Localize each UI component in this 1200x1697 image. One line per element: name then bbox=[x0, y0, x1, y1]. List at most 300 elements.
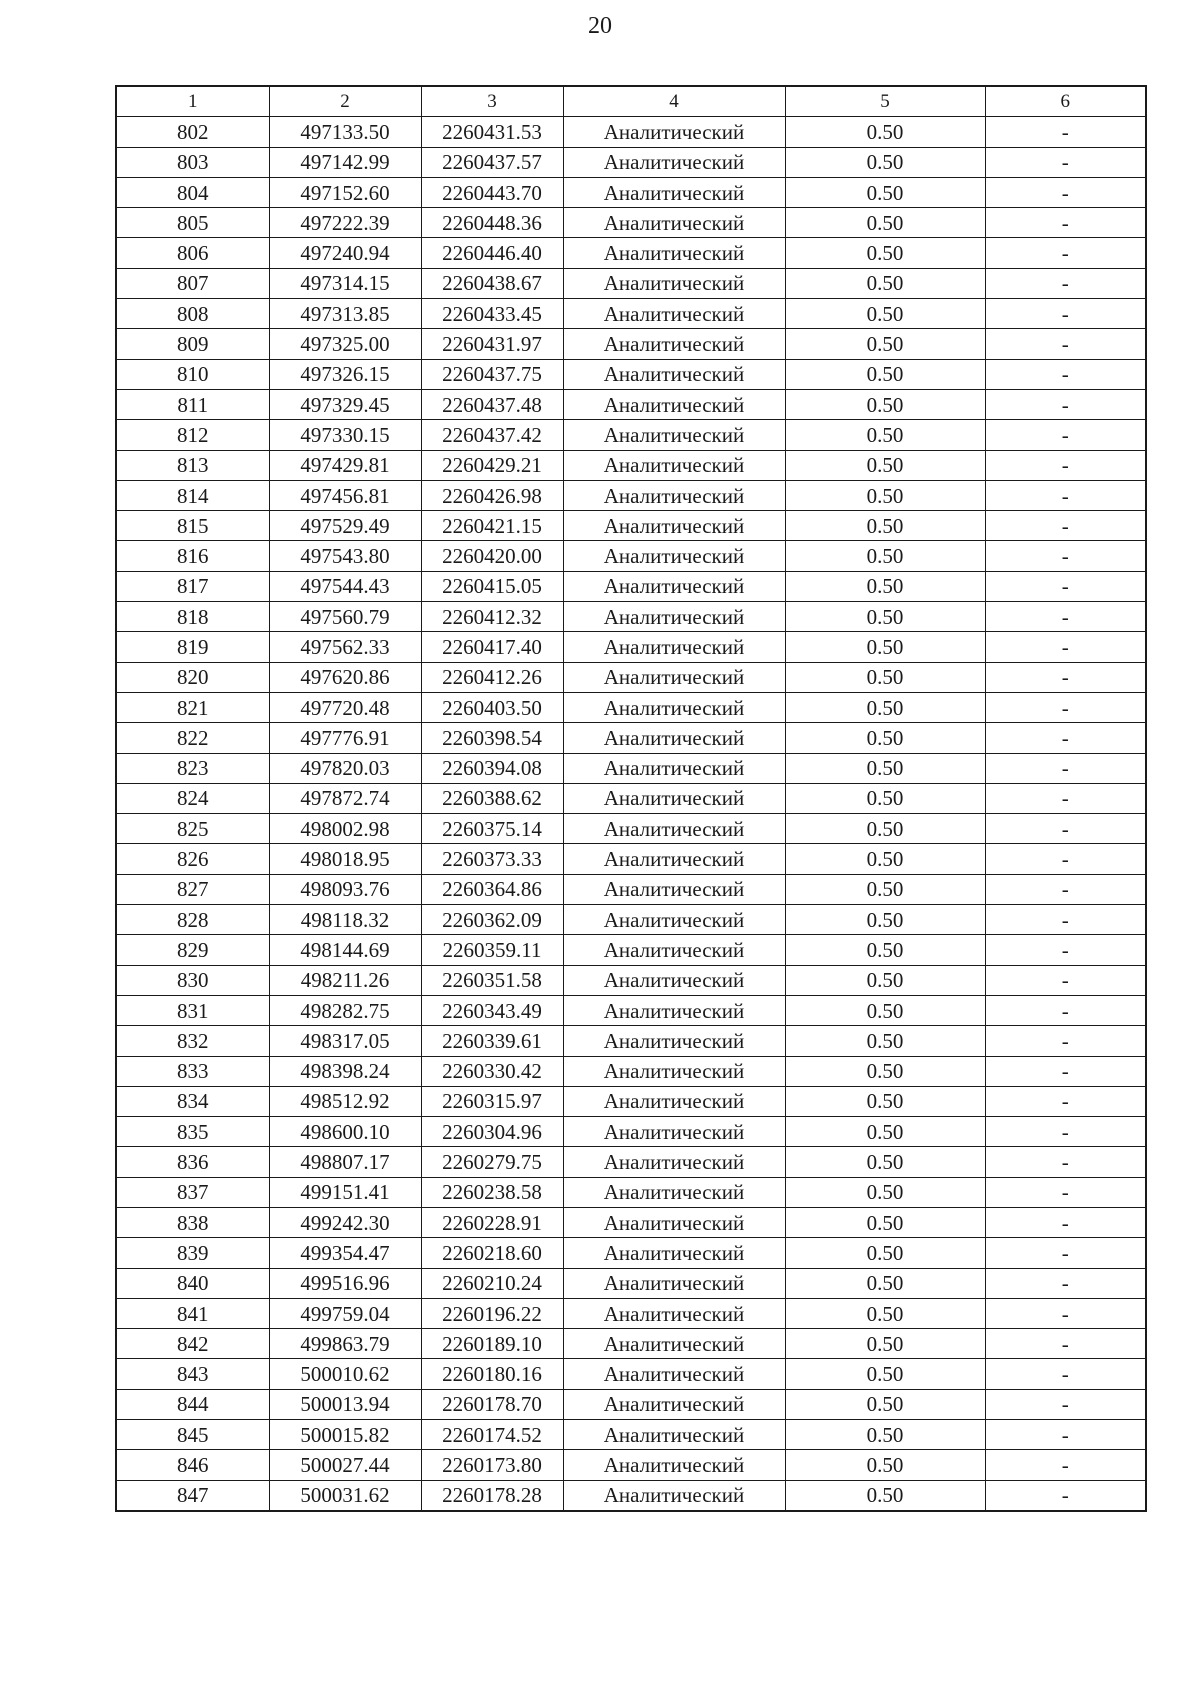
note-cell: - bbox=[985, 1177, 1146, 1207]
x-coordinate-cell: 499863.79 bbox=[269, 1329, 421, 1359]
y-coordinate-cell: 2260174.52 bbox=[421, 1420, 563, 1450]
note-cell: - bbox=[985, 420, 1146, 450]
table-body bbox=[116, 117, 1146, 1511]
accuracy-cell: 0.50 bbox=[785, 1207, 985, 1237]
table-row bbox=[116, 692, 1146, 722]
method-cell: Аналитический bbox=[563, 208, 785, 238]
y-coordinate-cell: 2260279.75 bbox=[421, 1147, 563, 1177]
point-number-cell: 814 bbox=[116, 480, 269, 510]
y-coordinate-cell: 2260218.60 bbox=[421, 1238, 563, 1268]
y-coordinate-cell: 2260178.28 bbox=[421, 1480, 563, 1511]
table-row bbox=[116, 783, 1146, 813]
accuracy-cell: 0.50 bbox=[785, 692, 985, 722]
table-row bbox=[116, 1238, 1146, 1268]
x-coordinate-cell: 497240.94 bbox=[269, 238, 421, 268]
method-cell: Аналитический bbox=[563, 965, 785, 995]
x-coordinate-cell: 497543.80 bbox=[269, 541, 421, 571]
table-row bbox=[116, 450, 1146, 480]
x-coordinate-cell: 498093.76 bbox=[269, 874, 421, 904]
x-coordinate-cell: 499151.41 bbox=[269, 1177, 421, 1207]
y-coordinate-cell: 2260426.98 bbox=[421, 480, 563, 510]
accuracy-cell: 0.50 bbox=[785, 177, 985, 207]
accuracy-cell: 0.50 bbox=[785, 995, 985, 1025]
table-row bbox=[116, 905, 1146, 935]
accuracy-cell: 0.50 bbox=[785, 117, 985, 147]
y-coordinate-cell: 2260412.32 bbox=[421, 602, 563, 632]
accuracy-cell: 0.50 bbox=[785, 602, 985, 632]
point-number-cell: 817 bbox=[116, 571, 269, 601]
note-cell: - bbox=[985, 1086, 1146, 1116]
method-cell: Аналитический bbox=[563, 995, 785, 1025]
note-cell: - bbox=[985, 723, 1146, 753]
accuracy-cell: 0.50 bbox=[785, 1359, 985, 1389]
table-row bbox=[116, 1147, 1146, 1177]
point-number-cell: 846 bbox=[116, 1450, 269, 1480]
accuracy-cell: 0.50 bbox=[785, 299, 985, 329]
method-cell: Аналитический bbox=[563, 723, 785, 753]
note-cell: - bbox=[985, 238, 1146, 268]
y-coordinate-cell: 2260415.05 bbox=[421, 571, 563, 601]
accuracy-cell: 0.50 bbox=[785, 147, 985, 177]
accuracy-cell: 0.50 bbox=[785, 662, 985, 692]
point-number-cell: 832 bbox=[116, 1026, 269, 1056]
table-row bbox=[116, 844, 1146, 874]
method-cell: Аналитический bbox=[563, 874, 785, 904]
note-cell: - bbox=[985, 511, 1146, 541]
accuracy-cell: 0.50 bbox=[785, 1026, 985, 1056]
y-coordinate-cell: 2260388.62 bbox=[421, 783, 563, 813]
point-number-cell: 825 bbox=[116, 814, 269, 844]
method-cell: Аналитический bbox=[563, 1177, 785, 1207]
accuracy-cell: 0.50 bbox=[785, 420, 985, 450]
method-cell: Аналитический bbox=[563, 541, 785, 571]
point-number-cell: 827 bbox=[116, 874, 269, 904]
point-number-cell: 842 bbox=[116, 1329, 269, 1359]
method-cell: Аналитический bbox=[563, 480, 785, 510]
note-cell: - bbox=[985, 1238, 1146, 1268]
x-coordinate-cell: 497142.99 bbox=[269, 147, 421, 177]
point-number-cell: 845 bbox=[116, 1420, 269, 1450]
accuracy-cell: 0.50 bbox=[785, 753, 985, 783]
note-cell: - bbox=[985, 783, 1146, 813]
table-row bbox=[116, 1298, 1146, 1328]
note-cell: - bbox=[985, 177, 1146, 207]
note-cell: - bbox=[985, 1056, 1146, 1086]
x-coordinate-cell: 497820.03 bbox=[269, 753, 421, 783]
note-cell: - bbox=[985, 299, 1146, 329]
method-cell: Аналитический bbox=[563, 1420, 785, 1450]
column-header: 5 bbox=[785, 86, 985, 117]
accuracy-cell: 0.50 bbox=[785, 723, 985, 753]
accuracy-cell: 0.50 bbox=[785, 1056, 985, 1086]
table-row bbox=[116, 632, 1146, 662]
table-row bbox=[116, 1117, 1146, 1147]
x-coordinate-cell: 497329.45 bbox=[269, 389, 421, 419]
note-cell: - bbox=[985, 329, 1146, 359]
accuracy-cell: 0.50 bbox=[785, 1177, 985, 1207]
table-row bbox=[116, 359, 1146, 389]
x-coordinate-cell: 497620.86 bbox=[269, 662, 421, 692]
y-coordinate-cell: 2260343.49 bbox=[421, 995, 563, 1025]
note-cell: - bbox=[985, 935, 1146, 965]
point-number-cell: 816 bbox=[116, 541, 269, 571]
point-number-cell: 828 bbox=[116, 905, 269, 935]
x-coordinate-cell: 498282.75 bbox=[269, 995, 421, 1025]
method-cell: Аналитический bbox=[563, 389, 785, 419]
table-row bbox=[116, 1359, 1146, 1389]
accuracy-cell: 0.50 bbox=[785, 1298, 985, 1328]
table-row bbox=[116, 1450, 1146, 1480]
y-coordinate-cell: 2260351.58 bbox=[421, 965, 563, 995]
x-coordinate-cell: 500010.62 bbox=[269, 1359, 421, 1389]
point-number-cell: 840 bbox=[116, 1268, 269, 1298]
x-coordinate-cell: 499516.96 bbox=[269, 1268, 421, 1298]
y-coordinate-cell: 2260180.16 bbox=[421, 1359, 563, 1389]
point-number-cell: 843 bbox=[116, 1359, 269, 1389]
column-header: 1 bbox=[116, 86, 269, 117]
method-cell: Аналитический bbox=[563, 147, 785, 177]
point-number-cell: 802 bbox=[116, 117, 269, 147]
note-cell: - bbox=[985, 692, 1146, 722]
accuracy-cell: 0.50 bbox=[785, 844, 985, 874]
point-number-cell: 838 bbox=[116, 1207, 269, 1237]
x-coordinate-cell: 497776.91 bbox=[269, 723, 421, 753]
method-cell: Аналитический bbox=[563, 1480, 785, 1511]
point-number-cell: 818 bbox=[116, 602, 269, 632]
method-cell: Аналитический bbox=[563, 177, 785, 207]
accuracy-cell: 0.50 bbox=[785, 238, 985, 268]
x-coordinate-cell: 498144.69 bbox=[269, 935, 421, 965]
accuracy-cell: 0.50 bbox=[785, 1389, 985, 1419]
y-coordinate-cell: 2260210.24 bbox=[421, 1268, 563, 1298]
table-row bbox=[116, 329, 1146, 359]
accuracy-cell: 0.50 bbox=[785, 1147, 985, 1177]
y-coordinate-cell: 2260437.75 bbox=[421, 359, 563, 389]
note-cell: - bbox=[985, 268, 1146, 298]
method-cell: Аналитический bbox=[563, 1389, 785, 1419]
note-cell: - bbox=[985, 905, 1146, 935]
method-cell: Аналитический bbox=[563, 814, 785, 844]
note-cell: - bbox=[985, 450, 1146, 480]
method-cell: Аналитический bbox=[563, 602, 785, 632]
column-header: 2 bbox=[269, 86, 421, 117]
x-coordinate-cell: 500031.62 bbox=[269, 1480, 421, 1511]
y-coordinate-cell: 2260429.21 bbox=[421, 450, 563, 480]
y-coordinate-cell: 2260304.96 bbox=[421, 1117, 563, 1147]
note-cell: - bbox=[985, 1420, 1146, 1450]
accuracy-cell: 0.50 bbox=[785, 1268, 985, 1298]
accuracy-cell: 0.50 bbox=[785, 450, 985, 480]
accuracy-cell: 0.50 bbox=[785, 1329, 985, 1359]
x-coordinate-cell: 497314.15 bbox=[269, 268, 421, 298]
point-number-cell: 813 bbox=[116, 450, 269, 480]
note-cell: - bbox=[985, 602, 1146, 632]
method-cell: Аналитический bbox=[563, 117, 785, 147]
y-coordinate-cell: 2260359.11 bbox=[421, 935, 563, 965]
x-coordinate-cell: 498600.10 bbox=[269, 1117, 421, 1147]
y-coordinate-cell: 2260420.00 bbox=[421, 541, 563, 571]
table-row bbox=[116, 208, 1146, 238]
table-row bbox=[116, 602, 1146, 632]
method-cell: Аналитический bbox=[563, 420, 785, 450]
accuracy-cell: 0.50 bbox=[785, 208, 985, 238]
point-number-cell: 815 bbox=[116, 511, 269, 541]
table-row bbox=[116, 238, 1146, 268]
y-coordinate-cell: 2260394.08 bbox=[421, 753, 563, 783]
point-number-cell: 822 bbox=[116, 723, 269, 753]
note-cell: - bbox=[985, 662, 1146, 692]
accuracy-cell: 0.50 bbox=[785, 1480, 985, 1511]
x-coordinate-cell: 500027.44 bbox=[269, 1450, 421, 1480]
note-cell: - bbox=[985, 1329, 1146, 1359]
y-coordinate-cell: 2260189.10 bbox=[421, 1329, 563, 1359]
point-number-cell: 839 bbox=[116, 1238, 269, 1268]
y-coordinate-cell: 2260362.09 bbox=[421, 905, 563, 935]
x-coordinate-cell: 497330.15 bbox=[269, 420, 421, 450]
y-coordinate-cell: 2260446.40 bbox=[421, 238, 563, 268]
accuracy-cell: 0.50 bbox=[785, 359, 985, 389]
accuracy-cell: 0.50 bbox=[785, 1238, 985, 1268]
table-row bbox=[116, 117, 1146, 147]
method-cell: Аналитический bbox=[563, 1207, 785, 1237]
y-coordinate-cell: 2260437.48 bbox=[421, 389, 563, 419]
note-cell: - bbox=[985, 1207, 1146, 1237]
y-coordinate-cell: 2260373.33 bbox=[421, 844, 563, 874]
x-coordinate-cell: 497429.81 bbox=[269, 450, 421, 480]
y-coordinate-cell: 2260403.50 bbox=[421, 692, 563, 722]
method-cell: Аналитический bbox=[563, 1238, 785, 1268]
method-cell: Аналитический bbox=[563, 511, 785, 541]
method-cell: Аналитический bbox=[563, 1359, 785, 1389]
point-number-cell: 834 bbox=[116, 1086, 269, 1116]
y-coordinate-cell: 2260339.61 bbox=[421, 1026, 563, 1056]
table-row bbox=[116, 1480, 1146, 1511]
table-row bbox=[116, 1420, 1146, 1450]
table-row bbox=[116, 1086, 1146, 1116]
note-cell: - bbox=[985, 965, 1146, 995]
method-cell: Аналитический bbox=[563, 1086, 785, 1116]
x-coordinate-cell: 497313.85 bbox=[269, 299, 421, 329]
x-coordinate-cell: 498018.95 bbox=[269, 844, 421, 874]
y-coordinate-cell: 2260196.22 bbox=[421, 1298, 563, 1328]
note-cell: - bbox=[985, 208, 1146, 238]
x-coordinate-cell: 499354.47 bbox=[269, 1238, 421, 1268]
note-cell: - bbox=[985, 480, 1146, 510]
method-cell: Аналитический bbox=[563, 1056, 785, 1086]
note-cell: - bbox=[985, 541, 1146, 571]
y-coordinate-cell: 2260375.14 bbox=[421, 814, 563, 844]
point-number-cell: 812 bbox=[116, 420, 269, 450]
table-row bbox=[116, 1177, 1146, 1207]
note-cell: - bbox=[985, 995, 1146, 1025]
table-row bbox=[116, 571, 1146, 601]
method-cell: Аналитический bbox=[563, 844, 785, 874]
x-coordinate-cell: 500013.94 bbox=[269, 1389, 421, 1419]
accuracy-cell: 0.50 bbox=[785, 389, 985, 419]
x-coordinate-cell: 497456.81 bbox=[269, 480, 421, 510]
point-number-cell: 808 bbox=[116, 299, 269, 329]
point-number-cell: 830 bbox=[116, 965, 269, 995]
point-number-cell: 831 bbox=[116, 995, 269, 1025]
note-cell: - bbox=[985, 874, 1146, 904]
table-row bbox=[116, 480, 1146, 510]
coordinates-table bbox=[115, 85, 1147, 1512]
method-cell: Аналитический bbox=[563, 268, 785, 298]
y-coordinate-cell: 2260437.57 bbox=[421, 147, 563, 177]
y-coordinate-cell: 2260448.36 bbox=[421, 208, 563, 238]
x-coordinate-cell: 497544.43 bbox=[269, 571, 421, 601]
point-number-cell: 835 bbox=[116, 1117, 269, 1147]
x-coordinate-cell: 497872.74 bbox=[269, 783, 421, 813]
point-number-cell: 807 bbox=[116, 268, 269, 298]
page-number: 20 bbox=[588, 13, 612, 39]
note-cell: - bbox=[985, 1298, 1146, 1328]
note-cell: - bbox=[985, 147, 1146, 177]
y-coordinate-cell: 2260431.97 bbox=[421, 329, 563, 359]
table-row bbox=[116, 874, 1146, 904]
x-coordinate-cell: 498211.26 bbox=[269, 965, 421, 995]
point-number-cell: 844 bbox=[116, 1389, 269, 1419]
method-cell: Аналитический bbox=[563, 692, 785, 722]
accuracy-cell: 0.50 bbox=[785, 1420, 985, 1450]
accuracy-cell: 0.50 bbox=[785, 1086, 985, 1116]
x-coordinate-cell: 498317.05 bbox=[269, 1026, 421, 1056]
y-coordinate-cell: 2260421.15 bbox=[421, 511, 563, 541]
accuracy-cell: 0.50 bbox=[785, 511, 985, 541]
accuracy-cell: 0.50 bbox=[785, 329, 985, 359]
note-cell: - bbox=[985, 753, 1146, 783]
method-cell: Аналитический bbox=[563, 935, 785, 965]
note-cell: - bbox=[985, 1026, 1146, 1056]
x-coordinate-cell: 499759.04 bbox=[269, 1298, 421, 1328]
table-row bbox=[116, 1056, 1146, 1086]
point-number-cell: 841 bbox=[116, 1298, 269, 1328]
method-cell: Аналитический bbox=[563, 1329, 785, 1359]
x-coordinate-cell: 498807.17 bbox=[269, 1147, 421, 1177]
method-cell: Аналитический bbox=[563, 632, 785, 662]
point-number-cell: 837 bbox=[116, 1177, 269, 1207]
note-cell: - bbox=[985, 117, 1146, 147]
accuracy-cell: 0.50 bbox=[785, 541, 985, 571]
x-coordinate-cell: 498002.98 bbox=[269, 814, 421, 844]
x-coordinate-cell: 498118.32 bbox=[269, 905, 421, 935]
method-cell: Аналитический bbox=[563, 1117, 785, 1147]
point-number-cell: 824 bbox=[116, 783, 269, 813]
table-row bbox=[116, 1389, 1146, 1419]
point-number-cell: 821 bbox=[116, 692, 269, 722]
table-row bbox=[116, 814, 1146, 844]
note-cell: - bbox=[985, 1268, 1146, 1298]
table-row bbox=[116, 1026, 1146, 1056]
table-row bbox=[116, 541, 1146, 571]
column-header: 6 bbox=[985, 86, 1146, 117]
table-row bbox=[116, 1207, 1146, 1237]
table-row bbox=[116, 147, 1146, 177]
y-coordinate-cell: 2260417.40 bbox=[421, 632, 563, 662]
accuracy-cell: 0.50 bbox=[785, 783, 985, 813]
method-cell: Аналитический bbox=[563, 1026, 785, 1056]
note-cell: - bbox=[985, 632, 1146, 662]
x-coordinate-cell: 497152.60 bbox=[269, 177, 421, 207]
point-number-cell: 806 bbox=[116, 238, 269, 268]
y-coordinate-cell: 2260431.53 bbox=[421, 117, 563, 147]
method-cell: Аналитический bbox=[563, 1147, 785, 1177]
table-header-row bbox=[116, 86, 1146, 117]
note-cell: - bbox=[985, 1480, 1146, 1511]
point-number-cell: 820 bbox=[116, 662, 269, 692]
column-header: 4 bbox=[563, 86, 785, 117]
point-number-cell: 809 bbox=[116, 329, 269, 359]
point-number-cell: 847 bbox=[116, 1480, 269, 1511]
y-coordinate-cell: 2260443.70 bbox=[421, 177, 563, 207]
x-coordinate-cell: 497529.49 bbox=[269, 511, 421, 541]
y-coordinate-cell: 2260330.42 bbox=[421, 1056, 563, 1086]
method-cell: Аналитический bbox=[563, 1450, 785, 1480]
method-cell: Аналитический bbox=[563, 359, 785, 389]
x-coordinate-cell: 497560.79 bbox=[269, 602, 421, 632]
accuracy-cell: 0.50 bbox=[785, 268, 985, 298]
y-coordinate-cell: 2260437.42 bbox=[421, 420, 563, 450]
x-coordinate-cell: 497326.15 bbox=[269, 359, 421, 389]
point-number-cell: 803 bbox=[116, 147, 269, 177]
method-cell: Аналитический bbox=[563, 1268, 785, 1298]
note-cell: - bbox=[985, 1450, 1146, 1480]
accuracy-cell: 0.50 bbox=[785, 1450, 985, 1480]
x-coordinate-cell: 500015.82 bbox=[269, 1420, 421, 1450]
y-coordinate-cell: 2260433.45 bbox=[421, 299, 563, 329]
method-cell: Аналитический bbox=[563, 783, 785, 813]
x-coordinate-cell: 497222.39 bbox=[269, 208, 421, 238]
y-coordinate-cell: 2260238.58 bbox=[421, 1177, 563, 1207]
note-cell: - bbox=[985, 359, 1146, 389]
accuracy-cell: 0.50 bbox=[785, 874, 985, 904]
method-cell: Аналитический bbox=[563, 662, 785, 692]
y-coordinate-cell: 2260228.91 bbox=[421, 1207, 563, 1237]
y-coordinate-cell: 2260178.70 bbox=[421, 1389, 563, 1419]
x-coordinate-cell: 498512.92 bbox=[269, 1086, 421, 1116]
table-row bbox=[116, 935, 1146, 965]
accuracy-cell: 0.50 bbox=[785, 905, 985, 935]
accuracy-cell: 0.50 bbox=[785, 632, 985, 662]
table-row bbox=[116, 420, 1146, 450]
point-number-cell: 805 bbox=[116, 208, 269, 238]
point-number-cell: 810 bbox=[116, 359, 269, 389]
y-coordinate-cell: 2260438.67 bbox=[421, 268, 563, 298]
table-row bbox=[116, 511, 1146, 541]
method-cell: Аналитический bbox=[563, 905, 785, 935]
x-coordinate-cell: 497133.50 bbox=[269, 117, 421, 147]
x-coordinate-cell: 497325.00 bbox=[269, 329, 421, 359]
table-row bbox=[116, 753, 1146, 783]
point-number-cell: 804 bbox=[116, 177, 269, 207]
y-coordinate-cell: 2260173.80 bbox=[421, 1450, 563, 1480]
x-coordinate-cell: 498398.24 bbox=[269, 1056, 421, 1086]
method-cell: Аналитический bbox=[563, 571, 785, 601]
table-row bbox=[116, 965, 1146, 995]
table-row bbox=[116, 177, 1146, 207]
point-number-cell: 829 bbox=[116, 935, 269, 965]
method-cell: Аналитический bbox=[563, 1298, 785, 1328]
method-cell: Аналитический bbox=[563, 329, 785, 359]
note-cell: - bbox=[985, 571, 1146, 601]
note-cell: - bbox=[985, 389, 1146, 419]
method-cell: Аналитический bbox=[563, 238, 785, 268]
point-number-cell: 836 bbox=[116, 1147, 269, 1177]
table-row bbox=[116, 389, 1146, 419]
point-number-cell: 823 bbox=[116, 753, 269, 783]
y-coordinate-cell: 2260398.54 bbox=[421, 723, 563, 753]
table-row bbox=[116, 723, 1146, 753]
